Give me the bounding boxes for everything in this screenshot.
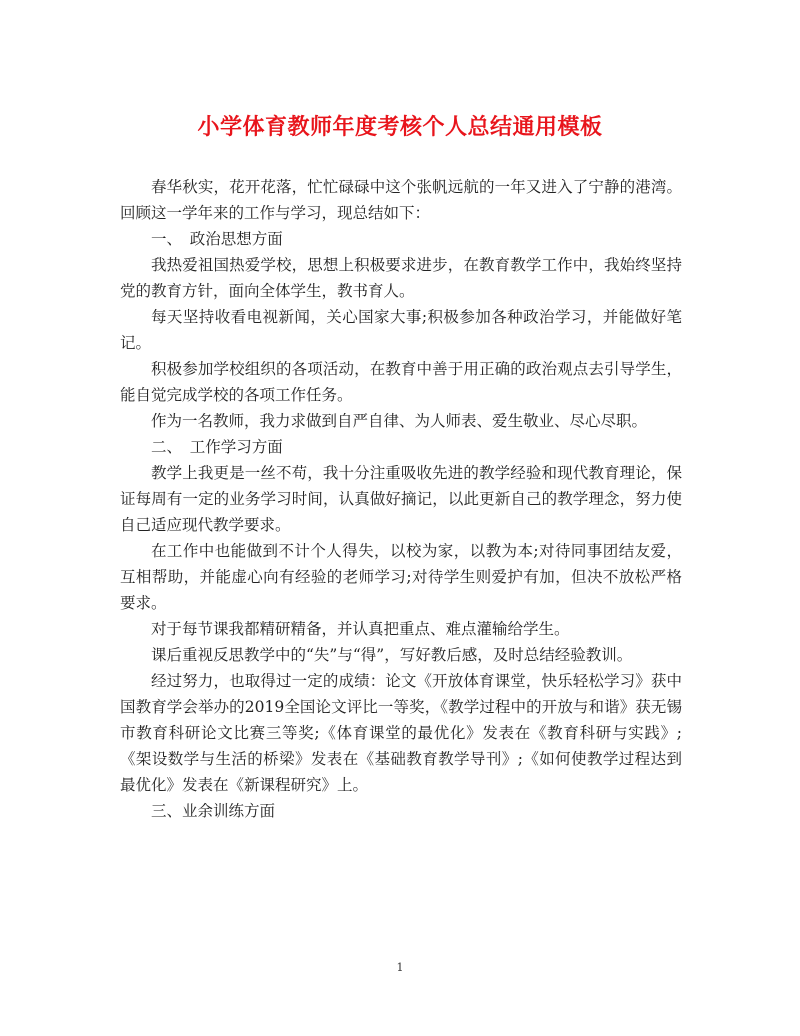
- paragraph: 教学上我更是一丝不苟，我十分注重吸收先进的教学经验和现代教育理论，保证每周有一定的业务学习时间，认真做好摘记，以此更新自己的教学理念，努力使自己适应现代教学要求。: [120, 464, 682, 534]
- section-heading-political: 一、 政治思想方面: [151, 230, 283, 248]
- paragraph: 我热爱祖国热爱学校，思想上积极要求进步，在教育教学工作中，我始终坚持党的教育方针，面向全体学生，教书育人。: [120, 256, 682, 300]
- paragraph: 在工作中也能做到不计个人得失，以校为家，以教为本;对待同事团结友爱，互相帮助，并能虚心向有经验的老师学习;对待学生则爱护有加，但决不放松严格要求。: [120, 542, 682, 612]
- paragraph: 积极参加学校组织的各项活动，在教育中善于用正确的政治观点去引导学生，能自觉完成学校的各项工作任务。: [120, 360, 682, 404]
- document-body: [120, 174, 682, 824]
- section-heading-work-study: 二、 工作学习方面: [151, 438, 283, 456]
- section-heading-training: 三、业余训练方面: [151, 802, 276, 820]
- paragraph: 课后重视反思教学中的“失”与“得”，写好教后感，及时总结经验教训。: [151, 646, 633, 664]
- paragraph: 对于每节课我都精研精备，并认真把重点、难点灌输给学生。: [151, 620, 570, 638]
- document-title: 小学体育教师年度考核个人总结通用模板: [197, 114, 603, 140]
- paragraph-intro: 春华秋实，花开花落，忙忙碌碌中这个张帆远航的一年又进入了宁静的港湾。回顾这一学年来的工作与学习，现总结如下：: [120, 178, 682, 222]
- paragraph: 每天坚持收看电视新闻，关心国家大事;积极参加各种政治学习，并能做好笔记。: [120, 308, 682, 352]
- paragraph: 作为一名教师，我力求做到自严自律、为人师表、爱生敬业、尽心尽职。: [151, 412, 648, 430]
- page-number: 1: [396, 961, 404, 974]
- paragraph-achievements: 经过努力，也取得过一定的成绩：论文《开放体育课堂，快乐轻松学习》获中国教育学会举办的2019全国论文评比一等奖，《教学过程中的开放与和谐》获无锡市教育科研论文比赛三等奖;《体育课堂的最优化》发表在《教育科研与实践》;《架设数学与生活的桥梁》发表在《基础教育教学导刊》;《如何使教学过程达到最优化》发表在《新课程研究》上。: [120, 672, 682, 794]
